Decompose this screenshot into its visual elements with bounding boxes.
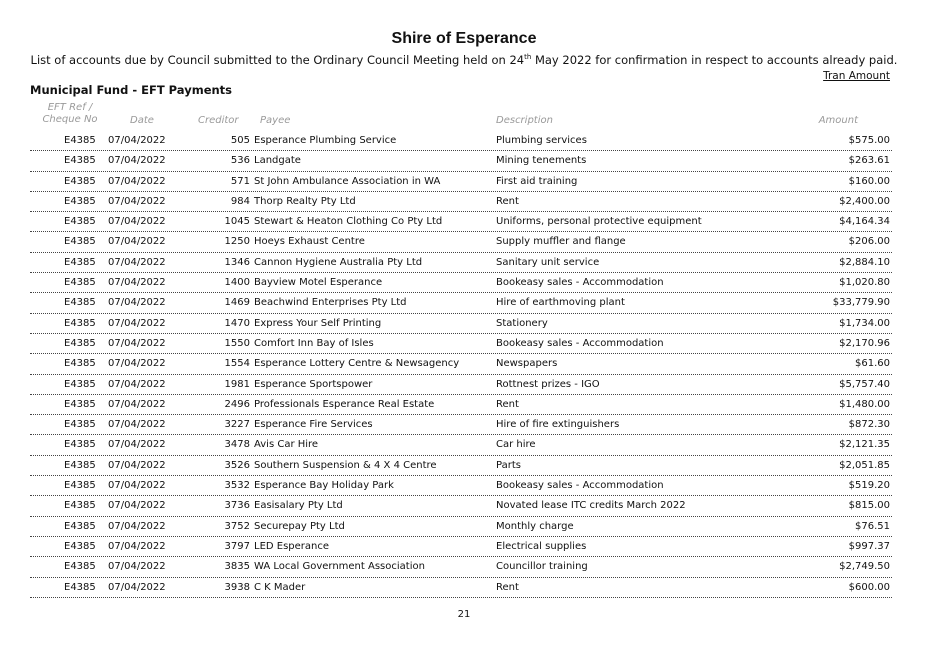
cell-amount: $1,020.80: [839, 277, 890, 289]
page-number: 21: [457, 609, 471, 620]
cell-ref: E4385: [64, 135, 96, 146]
cell-date: 07/04/2022: [108, 500, 166, 512]
cell-creditor: 1470: [224, 317, 250, 329]
cell-ref: E4385: [64, 277, 96, 289]
cell-payee: Professionals Esperance Real Estate: [254, 398, 435, 410]
table-row: [30, 557, 892, 577]
table-row: [30, 151, 892, 171]
cell-ref: E4385: [64, 256, 96, 268]
table-row: [30, 435, 892, 455]
cell-payee: Beachwind Enterprises Pty Ltd: [254, 297, 407, 309]
column-header-date: Date: [130, 115, 154, 126]
cell-ref: E4385: [64, 500, 96, 512]
cell-description: Stationery: [496, 317, 548, 329]
cell-date: 07/04/2022: [108, 297, 166, 309]
cell-date: 07/04/2022: [108, 175, 166, 187]
cell-amount: $160.00: [848, 175, 890, 187]
cell-date: 07/04/2022: [108, 195, 166, 207]
cell-ref: E4385: [64, 195, 96, 207]
cell-amount: $4,164.34: [839, 216, 890, 228]
cell-ref: E4385: [64, 480, 96, 492]
cell-payee: Cannon Hygiene Australia Pty Ltd: [254, 256, 423, 268]
cell-creditor: 3835: [224, 561, 250, 573]
cell-creditor: 3736: [224, 500, 250, 512]
cell-creditor: 3752: [224, 520, 250, 532]
cell-creditor: 1469: [224, 297, 250, 309]
cell-ref: E4385: [64, 439, 96, 451]
cell-description: Newspapers: [496, 358, 558, 370]
cell-ref: E4385: [64, 337, 96, 349]
cell-creditor: 1250: [224, 236, 250, 248]
table-row: [30, 415, 892, 435]
cell-amount: $2,051.85: [839, 459, 890, 471]
cell-description: Parts: [496, 459, 521, 471]
cell-ref: E4385: [64, 419, 96, 431]
cell-amount: $33,779.90: [832, 297, 890, 309]
table-row: [30, 172, 892, 192]
cell-creditor: 1400: [224, 277, 250, 289]
cell-creditor: 3478: [224, 439, 250, 451]
cell-creditor: 3532: [224, 480, 250, 492]
table-row: [30, 476, 892, 496]
cell-description: Hire of earthmoving plant: [496, 297, 625, 309]
cell-date: 07/04/2022: [108, 459, 166, 471]
subtitle-text-end: May 2022 for confirmation in respect to accounts already paid.: [531, 53, 898, 67]
cell-date: 07/04/2022: [108, 480, 166, 492]
cell-date: 07/04/2022: [108, 378, 166, 390]
cell-date: 07/04/2022: [108, 216, 166, 228]
cell-description: Rent: [496, 581, 519, 593]
cell-payee: Express Your Self Printing: [254, 317, 382, 329]
table-row: [30, 496, 892, 516]
cell-payee: Securepay Pty Ltd: [254, 520, 345, 532]
table-row: [30, 578, 892, 598]
cell-payee: Esperance Bay Holiday Park: [254, 480, 394, 492]
cell-ref: E4385: [64, 540, 96, 552]
cell-ref: E4385: [64, 155, 96, 167]
cell-amount: $872.30: [848, 419, 890, 431]
cell-date: 07/04/2022: [108, 439, 166, 451]
cell-date: 07/04/2022: [108, 236, 166, 248]
document-subtitle: [0, 53, 928, 67]
column-header-description: Description: [496, 115, 553, 126]
cell-description: Rent: [496, 398, 519, 410]
cell-creditor: 3938: [224, 581, 250, 593]
column-header-amount: Amount: [818, 115, 858, 126]
column-header-creditor: Creditor: [198, 115, 239, 126]
table-row: [30, 314, 892, 334]
table-row: [30, 232, 892, 252]
cell-amount: $1,734.00: [839, 317, 890, 329]
cell-payee: Bayview Motel Esperance: [254, 277, 383, 289]
cell-amount: $815.00: [848, 500, 890, 512]
cell-description: Sanitary unit service: [496, 256, 600, 268]
cell-description: Uniforms, personal protective equipment: [496, 216, 702, 228]
cell-payee: WA Local Government Association: [254, 561, 425, 573]
cell-description: Rottnest prizes - IGO: [496, 378, 600, 390]
table-row: [30, 456, 892, 476]
cell-amount: $600.00: [848, 581, 890, 593]
cell-description: Car hire: [496, 439, 536, 451]
cell-description: Rent: [496, 195, 519, 207]
cell-amount: $2,121.35: [839, 439, 890, 451]
cell-amount: $76.51: [855, 520, 890, 532]
cell-ref: E4385: [64, 297, 96, 309]
cell-creditor: 984: [230, 195, 250, 207]
column-header-ref: EFT Ref / Cheque No: [42, 102, 98, 125]
cell-creditor: 3227: [224, 419, 250, 431]
cell-ref: E4385: [64, 561, 96, 573]
cell-ref: E4385: [64, 358, 96, 370]
column-headers: [30, 102, 892, 128]
cell-payee: Esperance Lottery Centre & Newsagency: [254, 358, 460, 370]
cell-description: Novated lease ITC credits March 2022: [496, 500, 686, 512]
cell-payee: Esperance Fire Services: [254, 419, 373, 431]
table-row: [30, 131, 892, 151]
cell-ref: E4385: [64, 236, 96, 248]
cell-description: Monthly charge: [496, 520, 574, 532]
table-row: [30, 354, 892, 374]
cell-ref: E4385: [64, 378, 96, 390]
cell-date: 07/04/2022: [108, 419, 166, 431]
cell-date: 07/04/2022: [108, 337, 166, 349]
cell-payee: St John Ambulance Association in WA: [254, 175, 441, 187]
table-row: [30, 192, 892, 212]
cell-payee: Thorp Realty Pty Ltd: [254, 195, 356, 207]
cell-creditor: 1554: [224, 358, 250, 370]
cell-creditor: 3797: [224, 540, 250, 552]
document-title: Shire of Esperance: [391, 30, 537, 47]
cell-date: 07/04/2022: [108, 155, 166, 167]
table-row: [30, 537, 892, 557]
cell-creditor: 571: [230, 175, 250, 187]
cell-ref: E4385: [64, 175, 96, 187]
cell-payee: Easisalary Pty Ltd: [254, 500, 343, 512]
cell-description: Supply muffler and flange: [496, 236, 626, 248]
cell-date: 07/04/2022: [108, 561, 166, 573]
cell-payee: Stewart & Heaton Clothing Co Pty Ltd: [254, 216, 443, 228]
cell-description: Bookeasy sales - Accommodation: [496, 277, 664, 289]
cell-payee: LED Esperance: [254, 540, 330, 552]
cell-creditor: 505: [230, 135, 250, 146]
cell-date: 07/04/2022: [108, 135, 166, 146]
cell-creditor: 1346: [224, 256, 250, 268]
cell-amount: $61.60: [855, 358, 890, 370]
cell-ref: E4385: [64, 581, 96, 593]
cell-description: Hire of fire extinguishers: [496, 419, 620, 431]
cell-payee: Southern Suspension & 4 X 4 Centre: [254, 459, 437, 471]
cell-ref: E4385: [64, 520, 96, 532]
cell-date: 07/04/2022: [108, 277, 166, 289]
cell-creditor: 2496: [224, 398, 250, 410]
cell-amount: $1,480.00: [839, 398, 890, 410]
cell-description: Electrical supplies: [496, 540, 587, 552]
cell-payee: Esperance Plumbing Service: [254, 135, 397, 146]
tran-amount-label: Tran Amount: [823, 70, 890, 82]
cell-date: 07/04/2022: [108, 358, 166, 370]
cell-description: Councillor training: [496, 561, 588, 573]
cell-amount: $2,884.10: [839, 256, 890, 268]
cell-amount: $575.00: [848, 135, 890, 146]
cell-payee: Comfort Inn Bay of Isles: [254, 337, 374, 349]
cell-payee: Landgate: [254, 155, 301, 167]
cell-amount: $5,757.40: [839, 378, 890, 390]
cell-creditor: 1045: [224, 216, 250, 228]
cell-payee: Hoeys Exhaust Centre: [254, 236, 365, 248]
table-row: [30, 517, 892, 537]
cell-date: 07/04/2022: [108, 398, 166, 410]
table-row: [30, 212, 892, 232]
cell-ref: E4385: [64, 317, 96, 329]
table-row: [30, 375, 892, 395]
cell-description: Plumbing services: [496, 135, 587, 146]
subtitle-text-start: List of accounts due by Council submitted to the Ordinary Council Meeting held on 24: [30, 53, 525, 67]
table-row: [30, 334, 892, 354]
column-header-payee: Payee: [260, 115, 291, 126]
cell-payee: C K Mader: [254, 581, 306, 593]
cell-description: Bookeasy sales - Accommodation: [496, 480, 664, 492]
cell-description: Mining tenements: [496, 155, 587, 167]
cell-date: 07/04/2022: [108, 256, 166, 268]
cell-amount: $997.37: [848, 540, 890, 552]
table-row: [30, 395, 892, 415]
cell-description: Bookeasy sales - Accommodation: [496, 337, 664, 349]
cell-ref: E4385: [64, 398, 96, 410]
cell-creditor: 536: [230, 155, 250, 167]
cell-ref: E4385: [64, 216, 96, 228]
subtitle-superscript: th: [524, 53, 532, 62]
cell-creditor: 1981: [224, 378, 250, 390]
cell-amount: $263.61: [848, 155, 890, 167]
cell-payee: Esperance Sportspower: [254, 378, 373, 390]
cell-date: 07/04/2022: [108, 581, 166, 593]
cell-amount: $2,170.96: [839, 337, 890, 349]
cell-ref: E4385: [64, 459, 96, 471]
cell-creditor: 3526: [224, 459, 250, 471]
section-title: Municipal Fund - EFT Payments: [30, 83, 233, 97]
cell-description: First aid training: [496, 175, 578, 187]
cell-payee: Avis Car Hire: [254, 439, 319, 451]
table-row: [30, 253, 892, 273]
cell-date: 07/04/2022: [108, 540, 166, 552]
cell-amount: $519.20: [848, 480, 890, 492]
table-row: [30, 293, 892, 313]
cell-creditor: 1550: [224, 337, 250, 349]
cell-amount: $206.00: [848, 236, 890, 248]
payments-table: [30, 131, 892, 598]
cell-date: 07/04/2022: [108, 317, 166, 329]
cell-amount: $2,400.00: [839, 195, 890, 207]
cell-date: 07/04/2022: [108, 520, 166, 532]
cell-amount: $2,749.50: [839, 561, 890, 573]
table-row: [30, 273, 892, 293]
